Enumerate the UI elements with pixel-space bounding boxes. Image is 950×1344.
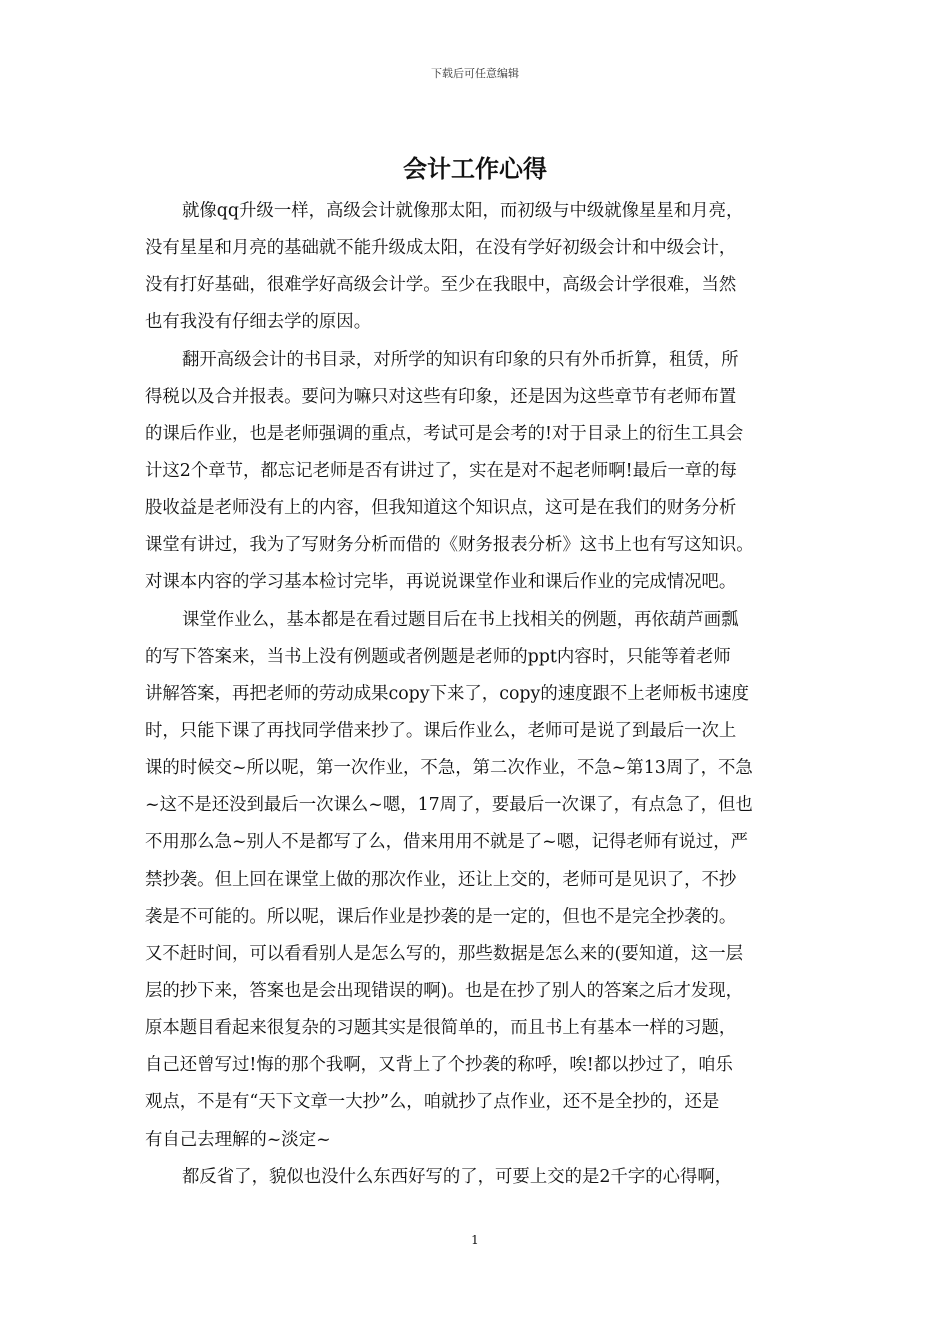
paragraph-3-line-15: 有自己去理解的~淡定~ <box>145 1129 331 1150</box>
paragraph-3-line-1: 课堂作业么，基本都是在看过题目后在书上找相关的例题，再依葫芦画瓢 <box>182 609 739 630</box>
paragraph-1-line-3: 没有打好基础，很难学好高级会计学。至少在我眼中，高级会计学很难，当然 <box>145 275 737 296</box>
paragraph-2-line-4: 计这2个章节，都忘记老师是否有讲过了，实在是对不起老师啊!最后一章的每 <box>145 460 737 481</box>
paragraph-2-line-2: 得税以及合并报表。要问为嘛只对这些有印象，还是因为这些章节有老师布置 <box>145 386 737 407</box>
paragraph-3-line-10: 又不赶时间，可以看看别人是怎么写的，那些数据是怎么来的(要知道，这一层 <box>145 943 744 964</box>
page-header: 下载后可任意编辑 <box>431 67 519 80</box>
document-title: 会计工作心得 <box>403 154 547 183</box>
paragraph-3-line-3: 讲解答案，再把老师的劳动成果copy下来了，copy的速度跟不上老师板书速度 <box>145 683 750 704</box>
paragraph-3-line-11: 层的抄下来，答案也是会出现错误的啊)。也是在抄了别人的答案之后才发现， <box>145 980 744 1001</box>
paragraph-1-line-4: 也有我没有仔细去学的原因。 <box>145 312 372 333</box>
document-body <box>145 193 807 1196</box>
paragraph-3-line-5: 课的时候交~所以呢，第一次作业，不急，第二次作业，不急~第13周了，不急 <box>145 758 753 779</box>
paragraph-1-line-2: 没有星星和月亮的基础就不能升级成太阳，在没有学好初级会计和中级会计， <box>145 238 737 259</box>
paragraph-1-line-1: 就像qq升级一样，高级会计就像那太阳，而初级与中级就像星星和月亮， <box>182 201 744 221</box>
paragraph-3-line-4: 时，只能下课了再找同学借来抄了。课后作业么，老师可是说了到最后一次上 <box>145 720 737 741</box>
paragraph-3-line-14: 观点，不是有“天下文章一大抄”么，咱就抄了点作业，还不是全抄的，还是 <box>145 1092 720 1113</box>
paragraph-3-line-12: 原本题目看起来很复杂的习题其实是很简单的，而且书上有基本一样的习题， <box>145 1018 737 1039</box>
paragraph-4-line-1: 都反省了，貌似也没什么东西好写的了，可要上交的是2千字的心得啊， <box>182 1166 733 1187</box>
paragraph-2-line-6: 课堂有讲过，我为了写财务分析而借的《财务报表分析》这书上也有写这知识。 <box>145 535 754 556</box>
page-number: 1 <box>471 1233 479 1247</box>
paragraph-2-line-1: 翻开高级会计的书目录，对所学的知识有印象的只有外币折算，租赁，所 <box>182 349 739 370</box>
paragraph-2-line-3: 的课后作业，也是老师强调的重点，考试可是会考的!对于目录上的衍生工具会 <box>145 423 744 444</box>
paragraph-3-line-9: 袭是不可能的。所以呢，课后作业是抄袭的是一定的，但也不是完全抄袭的。 <box>145 906 737 927</box>
paragraph-3-line-2: 的写下答案来，当书上没有例题或者例题是老师的ppt内容时，只能等着老师 <box>145 646 731 667</box>
paragraph-2-line-7: 对课本内容的学习基本检讨完毕，再说说课堂作业和课后作业的完成情况吧。 <box>145 572 737 593</box>
paragraph-2-line-5: 股收益是老师没有上的内容，但我知道这个知识点，这可是在我们的财务分析 <box>145 498 737 519</box>
paragraph-3-line-13: 自己还曾写过!悔的那个我啊，又背上了个抄袭的称呼，唉!都以抄过了，咱乐 <box>145 1055 733 1076</box>
paragraph-3-line-6: ~这不是还没到最后一次课么~嗯，17周了，要最后一次课了，有点急了，但也 <box>145 795 753 816</box>
paragraph-3-line-8: 禁抄袭。但上回在课堂上做的那次作业，还让上交的，老师可是见识了，不抄 <box>145 869 737 890</box>
paragraph-3-line-7: 不用那么急~别人不是都写了么，借来用用不就是了~嗯，记得老师有说过，严 <box>145 832 749 853</box>
